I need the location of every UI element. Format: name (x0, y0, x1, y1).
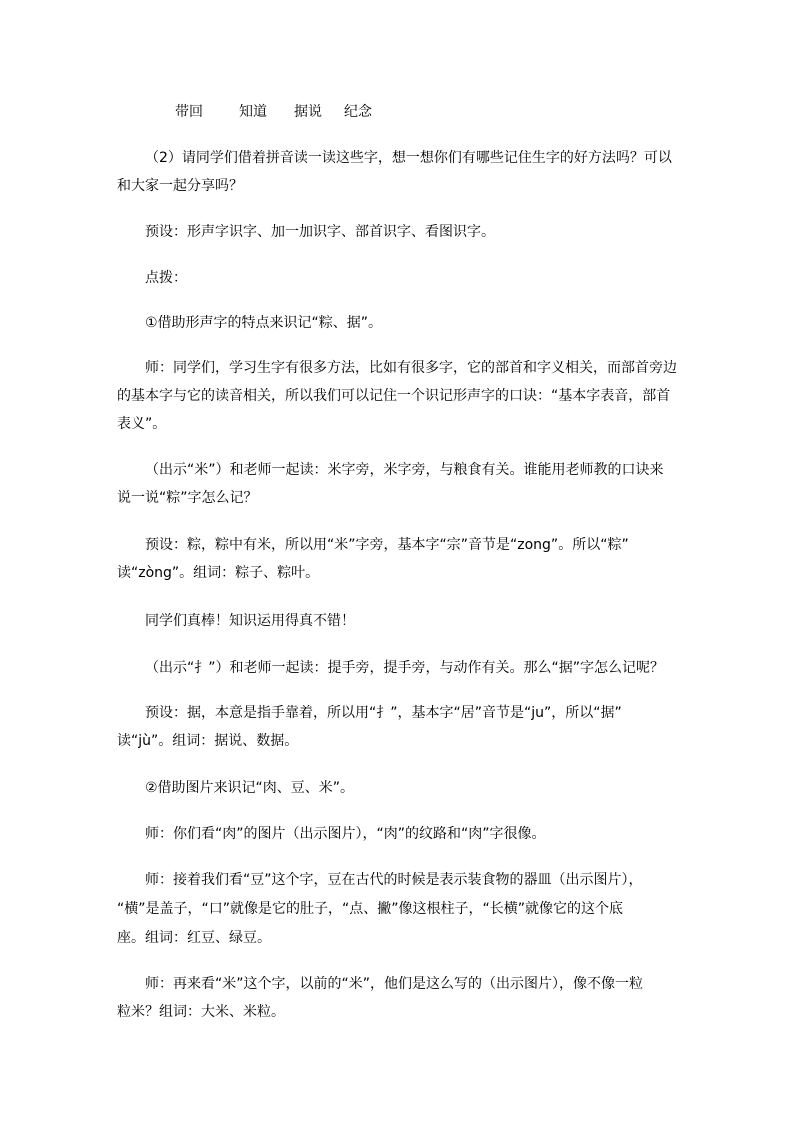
paragraph-praise: 同学们真棒！知识运用得真不错！ (145, 613, 355, 629)
text-line: 师：同学们，学习生字有很多方法，比如有很多字，它的部首和字义相关，而部首旁边 (145, 360, 677, 376)
text-line: 表义”。 (117, 416, 167, 432)
paragraph-show-shou: （出示“扌”）和老师一起读：提手旁，提手旁，与动作有关。那么“据”字怎么记呢？ (145, 660, 665, 676)
text-line: 预设：据，本意是指手靠着，所以用“扌”，基本字“居”音节是“ju”，所以“据” (145, 705, 622, 721)
text-line: 座。组词：红豆、绿豆。 (117, 930, 271, 946)
text-line: 粒米？组词：大米、米粒。 (117, 1004, 285, 1020)
text-line: 预设：粽，粽中有米，所以用“米”字旁，基本字“宗”音节是“zong”。所以“粽” (145, 537, 629, 553)
text-line: 读“zòng”。组词：粽子、粽叶。 (117, 565, 320, 581)
paragraph-hint: 点拨： (145, 270, 187, 286)
paragraph-teacher-rou: 师：你们看“肉”的图片（出示图片），“肉”的纹路和“肉”字很像。 (145, 826, 546, 842)
paragraph-method-2: ②借助图片来识记“肉、豆、米”。 (145, 780, 355, 796)
text-line: 读“jù”。组词：据说、数据。 (117, 733, 299, 749)
text-line: 说一说“粽”字怎么记？ (117, 490, 258, 506)
vocab-word: 带回 (175, 104, 203, 120)
text-line: （出示“米”）和老师一起读：米字旁，米字旁，与粮食有关。谁能用老师教的口诀来 (145, 462, 664, 478)
vocab-word: 知道 (239, 104, 267, 120)
paragraph-method-1: ①借助形声字的特点来识记“粽、据”。 (145, 315, 383, 331)
paragraph-preset: 预设：形声字识字、加一加识字、部首识字、看图识字。 (145, 224, 495, 240)
text-line: 师：接着我们看“豆”这个字，豆在古代的时候是表示装食物的器皿（出示图片）， (145, 872, 643, 888)
vocab-word: 据说 (294, 104, 322, 120)
text-line: 师：再来看“米”这个字，以前的“米”，他们是这么写的（出示图片），像不像一粒 (145, 976, 644, 992)
text-line: 和大家一起分享吗？ (117, 178, 243, 194)
text-line: 的基本字与它的读音相关，所以我们可以记住一个识记形声字的口诀：“基本字表音，部首 (117, 388, 671, 404)
text-line: （2）请同学们借着拼音读一读这些字，想一想你们有哪些记住生字的好方法吗？可以 (145, 150, 672, 166)
vocab-word: 纪念 (344, 104, 372, 120)
text-line: “横”是盖子，“口”就像是它的肚子，“点、撇”像这根柱子，“长横”就像它的这个底 (117, 901, 624, 917)
